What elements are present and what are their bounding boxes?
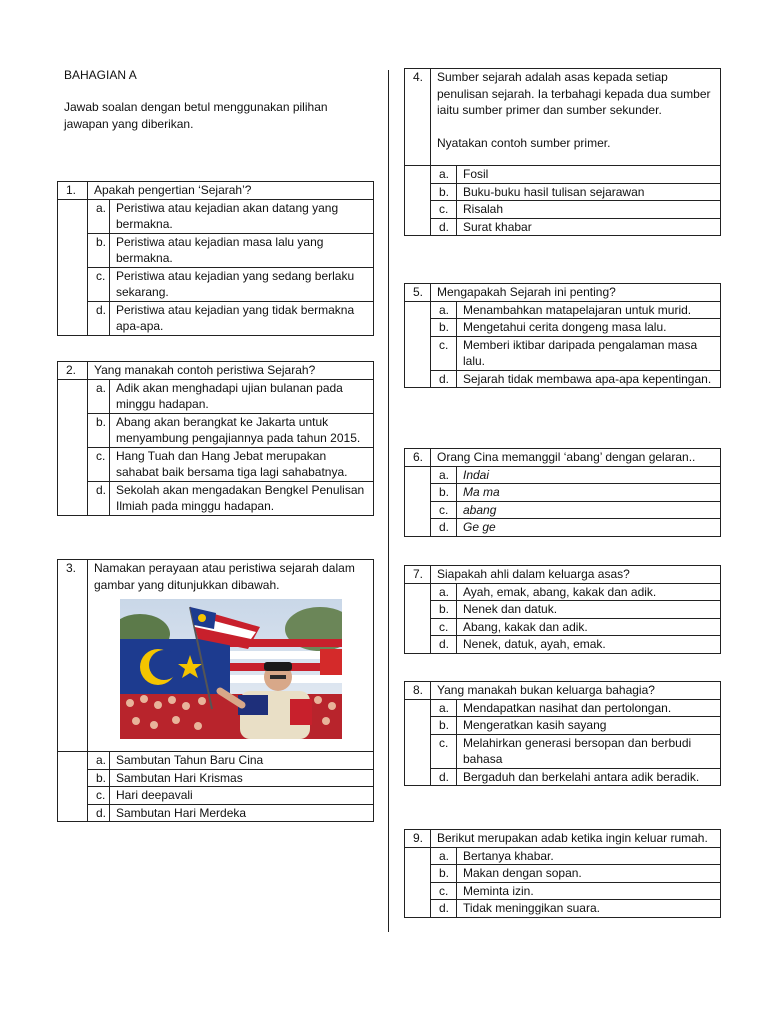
question-5-table — [404, 283, 721, 388]
blank-cell — [58, 199, 88, 335]
option-letter: d. — [431, 519, 457, 537]
question-7-table — [404, 565, 721, 654]
option-letter: d. — [431, 370, 457, 388]
option-text[interactable]: abang — [457, 501, 721, 519]
option-letter: b. — [431, 484, 457, 502]
option-letter: b. — [431, 319, 457, 337]
option-letter: a. — [431, 166, 457, 184]
option-text[interactable]: Tidak meninggikan suara. — [457, 900, 721, 918]
option-text[interactable]: Ma ma — [457, 484, 721, 502]
option-text[interactable]: Fosil — [457, 166, 721, 184]
option-text[interactable]: Peristiwa atau kejadian yang tidak bermakna apa-apa. — [110, 301, 374, 335]
option-text[interactable]: Peristiwa atau kejadian masa lalu yang bermakna. — [110, 233, 374, 267]
option-text[interactable]: Hang Tuah dan Hang Jebat merupakan sahabat baik bersama tiga lagi sahabatnya. — [110, 447, 374, 481]
option-text[interactable]: Adik akan menghadapi ujian bulanan pada minggu hadapan. — [110, 379, 374, 413]
option-letter: a. — [88, 752, 110, 770]
option-letter: c. — [431, 618, 457, 636]
question-text: Siapakah ahli dalam keluarga asas? — [431, 566, 721, 584]
option-letter: c. — [431, 882, 457, 900]
blank-cell — [405, 847, 431, 917]
option-text[interactable]: Ayah, emak, abang, kakak dan adik. — [457, 583, 721, 601]
question-cell — [431, 69, 721, 166]
option-text[interactable]: Mendapatkan nasihat dan pertolongan. — [457, 699, 721, 717]
option-text[interactable]: Peristiwa atau kejadian akan datang yang bermakna. — [110, 199, 374, 233]
question-number: 9. — [405, 830, 431, 848]
option-text[interactable]: Bertanya khabar. — [457, 847, 721, 865]
question-number: 1. — [58, 182, 88, 200]
option-letter: c. — [431, 734, 457, 768]
question-prompt: Nyatakan contoh sumber primer. — [437, 135, 611, 150]
option-text[interactable]: Risalah — [457, 201, 721, 219]
option-text[interactable]: Menambahkan matapelajaran untuk murid. — [457, 301, 721, 319]
option-text[interactable]: Hari deepavali — [110, 787, 374, 805]
blank-cell — [405, 466, 431, 536]
option-letter: d. — [431, 768, 457, 786]
question-2-table — [57, 361, 374, 516]
option-letter: b. — [431, 717, 457, 735]
section-title: BAHAGIAN A — [64, 68, 137, 82]
option-letter: a. — [431, 466, 457, 484]
option-text[interactable]: Nenek dan datuk. — [457, 601, 721, 619]
option-letter: b. — [88, 413, 110, 447]
question-4-table — [404, 68, 721, 236]
blank-cell — [405, 301, 431, 388]
option-letter: c. — [88, 447, 110, 481]
question-text: Apakah pengertian ‘Sejarah’? — [88, 182, 374, 200]
question-3-table — [57, 559, 374, 822]
option-letter: c. — [431, 336, 457, 370]
blank-cell — [405, 166, 431, 236]
option-text[interactable]: Abang akan berangkat ke Jakarta untuk menyambung pengajiannya pada tahun 2015. — [110, 413, 374, 447]
option-letter: d. — [88, 804, 110, 822]
photo-container — [94, 593, 367, 751]
option-text[interactable]: Mengeratkan kasih sayang — [457, 717, 721, 735]
instructions: Jawab soalan dengan betul menggunakan pilihan jawapan yang diberikan. — [64, 100, 328, 131]
option-text[interactable]: Sambutan Hari Krismas — [110, 769, 374, 787]
option-text[interactable]: Buku-buku hasil tulisan sejarawan — [457, 183, 721, 201]
option-letter: b. — [88, 233, 110, 267]
option-letter: a. — [88, 199, 110, 233]
option-text[interactable]: Sambutan Tahun Baru Cina — [110, 752, 374, 770]
question-number: 4. — [405, 69, 431, 166]
option-letter: d. — [431, 636, 457, 654]
option-text[interactable]: Mengetahui cerita dongeng masa lalu. — [457, 319, 721, 337]
question-6-table — [404, 448, 721, 537]
question-number: 3. — [58, 560, 88, 752]
question-text: Namakan perayaan atau peristiwa sejarah dalam gambar yang ditunjukkan dibawah. — [94, 561, 355, 592]
option-letter: d. — [88, 481, 110, 515]
option-letter: b. — [431, 865, 457, 883]
option-letter: a. — [431, 699, 457, 717]
option-text[interactable]: Indai — [457, 466, 721, 484]
option-text[interactable]: Abang, kakak dan adik. — [457, 618, 721, 636]
question-number: 8. — [405, 682, 431, 700]
option-letter: a. — [431, 847, 457, 865]
option-letter: a. — [88, 379, 110, 413]
option-letter: d. — [431, 900, 457, 918]
option-letter: a. — [431, 301, 457, 319]
blank-cell — [58, 379, 88, 515]
option-letter: b. — [88, 769, 110, 787]
option-text[interactable]: Peristiwa atau kejadian yang sedang berlaku sekarang. — [110, 267, 374, 301]
question-text: Yang manakah contoh peristiwa Sejarah? — [88, 362, 374, 380]
question-text: Berikut merupakan adab ketika ingin keluar rumah. — [431, 830, 721, 848]
option-text[interactable]: Makan dengan sopan. — [457, 865, 721, 883]
option-text[interactable]: Sejarah tidak membawa apa-apa kepentingan. — [457, 370, 721, 388]
option-text[interactable]: Nenek, datuk, ayah, emak. — [457, 636, 721, 654]
merdeka-celebration-photo — [120, 599, 342, 739]
question-1-table — [57, 181, 374, 336]
blank-cell — [405, 583, 431, 653]
question-text: Yang manakah bukan keluarga bahagia? — [431, 682, 721, 700]
option-text[interactable]: Memberi iktibar daripada pengalaman masa lalu. — [457, 336, 721, 370]
option-letter: a. — [431, 583, 457, 601]
option-letter: c. — [88, 787, 110, 805]
option-letter: c. — [88, 267, 110, 301]
question-text: Mengapakah Sejarah ini penting? — [431, 284, 721, 302]
option-text[interactable]: Sekolah akan mengadakan Bengkel Penulisan Ilmiah pada minggu hadapan. — [110, 481, 374, 515]
question-9-table — [404, 829, 721, 918]
option-text[interactable]: Bergaduh dan berkelahi antara adik beradik. — [457, 768, 721, 786]
option-letter: d. — [431, 218, 457, 236]
option-letter: b. — [431, 183, 457, 201]
question-number: 6. — [405, 449, 431, 467]
question-text: Sumber sejarah adalah asas kepada setiap penulisan sejarah. Ia terbahagi kepada dua sumber iaitu sumber primer dan sumber sekunder. — [437, 70, 711, 117]
option-text[interactable]: Meminta izin. — [457, 882, 721, 900]
option-letter: c. — [431, 501, 457, 519]
question-number: 5. — [405, 284, 431, 302]
question-number: 7. — [405, 566, 431, 584]
column-divider — [388, 70, 389, 932]
option-text[interactable]: Ge ge — [457, 519, 721, 537]
option-text[interactable]: Surat khabar — [457, 218, 721, 236]
question-text: Orang Cina memanggil ‘abang’ dengan gelaran.. — [431, 449, 721, 467]
option-letter: b. — [431, 601, 457, 619]
blank-cell — [405, 699, 431, 786]
option-text[interactable]: Sambutan Hari Merdeka — [110, 804, 374, 822]
option-text[interactable]: Melahirkan generasi bersopan dan berbudi bahasa — [457, 734, 721, 768]
blank-cell — [58, 752, 88, 822]
question-8-table — [404, 681, 721, 786]
option-letter: d. — [88, 301, 110, 335]
question-number: 2. — [58, 362, 88, 380]
question-cell — [88, 560, 374, 752]
option-letter: c. — [431, 201, 457, 219]
